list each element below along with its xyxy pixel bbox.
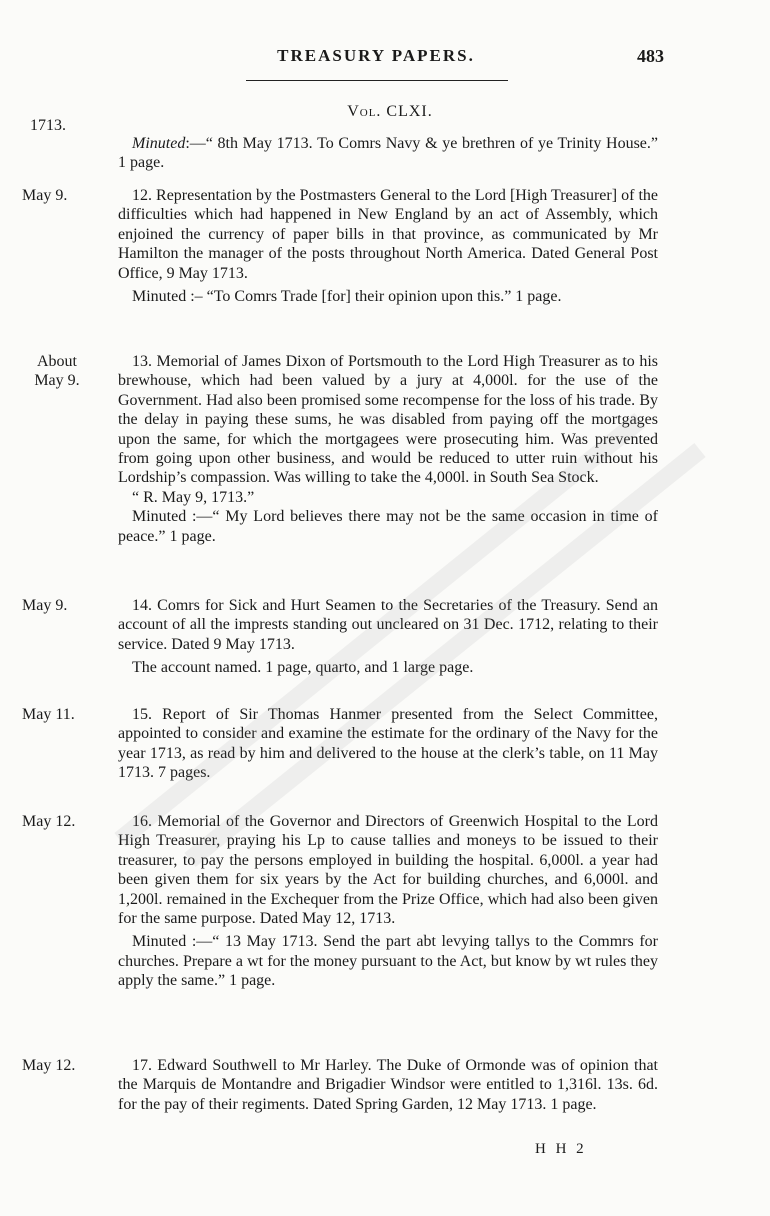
entry-note: The account named. 1 page, quarto, and 1 large page. xyxy=(132,659,474,677)
entry-16 xyxy=(118,812,658,991)
entry-date: May 12. xyxy=(22,813,76,830)
entry-date: About May 9. xyxy=(34,353,80,390)
page-header xyxy=(0,46,770,76)
running-title: TREASURY PAPERS. xyxy=(277,46,475,65)
entry-minute: Minuted :—“ 13 May 1713. Send the part abt levying tallys to the Commrs for churches. Prepare a wt for the money pursuant to the Act, but know by wt rules they apply the same.” 1 page. xyxy=(118,933,658,990)
entry-date: May 11. xyxy=(22,706,75,723)
page-number: 483 xyxy=(637,46,664,66)
volume-label: Vol. CLXI. xyxy=(347,103,433,120)
entry-minute: Minuted :– “To Comrs Trade [for] their opinion upon this.” 1 page. xyxy=(132,288,562,306)
entry-received: “ R. May 9, 1713.” xyxy=(132,488,255,506)
header-rule xyxy=(246,80,508,81)
volume-heading xyxy=(240,103,540,121)
preface-minute xyxy=(118,134,658,173)
entry-text: 12. Representation by the Postmasters General to the Lord [High Treasurer] of the difficulties which had happened in New England by an act of Assembly, which enjoined the currency of paper bills in that province, as communicated by Mr Hamilton the manager of the posts throughout North America. Dated General Post Office, 9 May 1713. xyxy=(118,187,658,282)
preface-text: :—“ 8th May 1713. To Comrs Navy & ye brethren of ye Trinity House.” 1 page. xyxy=(118,135,658,172)
minuted-label: Minuted xyxy=(132,135,186,152)
entry-14 xyxy=(118,596,658,678)
entry-text: 13. Memorial of James Dixon of Portsmouth to the Lord High Treasurer as to his brewhouse, which had been valued by a jury at 4,000l. for the use of the Government. Had also been promised some recompense for the loss of his trade. By the delay in paying these sums, he was disabled from paying off the mortgages upon the same, for which the mortgagees were prosecuting him. Was prevented from going upon other business, and would be reduced to utter ruin without his Lordship’s compassion. Was willing to take the 4,000l. in South Sea Stock. xyxy=(118,353,658,487)
entry-text: 14. Comrs for Sick and Hurt Seamen to the Secretaries of the Treasury. Send an account of all the imprests standing out uncleared on 31 Dec. 1712, relating to their service. Dated 9 May 1713. xyxy=(118,597,658,653)
entry-text: 16. Memorial of the Governor and Directors of Greenwich Hospital to the Lord High Treasurer, praying his Lp to cause tallies and moneys to be issued to their treasurer, to pay the persons employed in building the hospital. 6,000l. a year had been given them for six years by the Act for building churches, and 6,000l. and 1,200l. remained in the Exchequer from the Prize Office, which had also been given for the same purpose. Dated May 12, 1713. xyxy=(118,813,658,928)
entry-date: May 12. xyxy=(22,1057,76,1074)
entry-15 xyxy=(118,705,658,783)
entry-date: May 9. xyxy=(22,597,68,614)
margin-year: 1713. xyxy=(30,117,66,134)
entry-date: May 9. xyxy=(22,187,68,204)
entry-12 xyxy=(118,186,658,306)
entry-text: 15. Report of Sir Thomas Hanmer presented from the Select Committee, appointed to consider and examine the estimate for the ordinary of the Navy for the year 1713, as read by him and delivered to the house at the clerk’s table, on 11 May 1713. 7 pages. xyxy=(118,706,658,782)
entry-13 xyxy=(118,352,658,546)
entry-17 xyxy=(118,1056,658,1114)
signature-mark: H H 2 xyxy=(535,1141,587,1157)
entry-minute: Minuted :—“ My Lord believes there may not be the same occasion in time of peace.” 1 page. xyxy=(118,508,658,545)
entry-text: 17. Edward Southwell to Mr Harley. The Duke of Ormonde was of opinion that the Marquis de Montandre and Brigadier Windsor were entitled to 1,316l. 13s. 6d. for the pay of their regiments. Dated Spring Garden, 12 May 1713. 1 page. xyxy=(118,1057,658,1113)
